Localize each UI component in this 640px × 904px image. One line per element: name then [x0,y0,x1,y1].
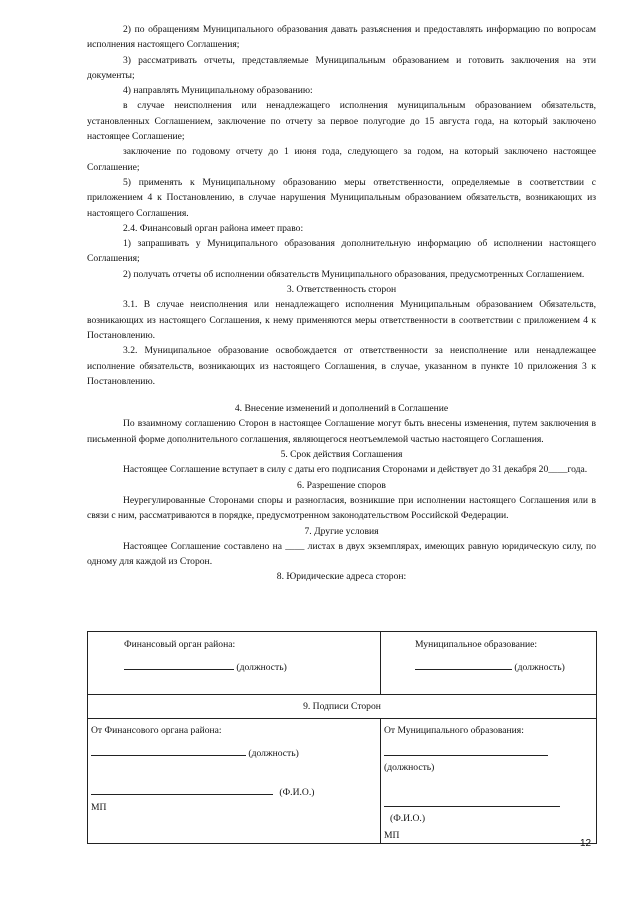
section-4-title: 4. Внесение изменений и дополнений в Соглашение [234,403,449,415]
paragraph: 2) получать отчеты об исполнении обязательств Муниципального образования, предусмотренных Соглашением. [123,268,585,280]
sign-right-position: (должность) [384,762,435,773]
section-6-title: 6. Разрешение споров [297,479,386,491]
signatures-title-cell [88,695,597,719]
paragraph: 2.4. Финансовый орган района имеет право: [123,222,304,234]
section-6-paragraph: Неурегулированные Сторонами споры и разногласия, возникшие при исполнении настоящего Соглашения или в связи с ним, рассматриваются в порядке, предусмотренном законодательством Российской Федерации. [87,494,596,522]
addr-left-line [124,658,234,670]
section-3-paragraph: 3.2. Муниципальное образование освобождается от ответственности за неисполнение или ненадлежащее исполнение обязательств, возникающих из настоящего Соглашения, в случае, указанном в пункте 10 приложения 3 к Постановлению. [87,345,596,387]
section-4-paragraph: По взаимному соглашению Сторон в настоящее Соглашение могут быть внесены изменения, путем заключения в письменной форме дополнительного соглашения, являющегося неотъемлемой частью настоящего Соглашения. [87,418,596,445]
section-5-title: 5. Срок действия Соглашения [280,449,403,461]
paragraph: 2) по обращениям Муниципального образования давать разъяснения и предоставлять информацию по вопросам исполнения настоящего Соглашения; [87,24,596,51]
addr-right-line [415,658,512,670]
section-3-title: 3. Ответственность сторон [286,284,397,296]
sign-left-cell [88,719,381,844]
paragraph: 3) рассматривать отчеты, представляемые Муниципальным образованием и готовить заключения на эти документы; [87,54,596,81]
sign-left-title: От Финансового органа района: [91,725,222,736]
addr-right-position: (должность) [514,662,565,673]
section-7-title: 7. Другие условия [304,525,379,537]
section-3-paragraph: 3.1. В случае неисполнения или ненадлежащего исполнения Муниципальным образованием Обязательств, возникающих из настоящего Соглашения, к нему применяются меры ответственности в соответствии с приложением 4 к Постановлению. [87,299,596,341]
addr-left-cell [88,632,381,695]
section-8-title: 8. Юридические адреса сторон: [276,571,407,583]
addr-left-title: Финансовый орган района: [124,639,236,650]
sign-right-seal: МП [384,830,400,841]
paragraph: в случае неисполнения или ненадлежащего исполнения муниципальным образованием обязательств, установленных Соглашением, заключение по отчету за первое полугодие до 15 августа года, на который заключено настоящее Соглашение; [87,100,596,143]
sign-right-position-line [384,744,548,756]
section-9-title: 9. Подписи Сторон [303,700,381,712]
addresses-signatures-table [87,631,597,844]
paragraph: 4) направлять Муниципальному образованию: [123,85,313,97]
sign-right-fio: (Ф.И.О.) [390,813,426,824]
addr-left-position: (должность) [236,662,287,673]
paragraph: заключение по годовому отчету до 1 июня года, следующего за годом, на который заключено настоящее Соглашение; [87,146,596,173]
sign-left-fio-line [91,783,273,795]
paragraph: 1) запрашивать у Муниципального образования дополнительную информацию об исполнении настоящего Соглашения; [87,238,596,265]
section-7-paragraph: Настоящее Соглашение составлено на ____ листах в двух экземплярах, имеющих равную юридическую силу, по одному для каждой из Сторон. [87,540,596,568]
sign-left-position: (должность) [248,748,299,759]
sign-left-position-line [91,744,246,756]
sign-right-title: От Муниципального образования: [384,725,524,736]
paragraph: 5) применять к Муниципальному образованию меры ответственности, определяемые в соответствии с приложением 4 к Постановлению, в случае нарушения Муниципальным образованием обязательств, возникающих из настоящего Соглашения. [87,176,596,219]
addr-right-title: Муниципальное образование: [415,639,538,650]
sign-right-fio-line [384,795,560,807]
document-body [87,22,596,585]
sign-right-cell [381,719,597,844]
sign-left-seal: МП [91,802,107,813]
sign-left-fio: (Ф.И.О.) [279,787,315,798]
addr-right-cell [381,632,597,695]
section-5-paragraph: Настоящее Соглашение вступает в силу с даты его подписания Сторонами и действует до 31 декабря 20____года. [123,464,588,476]
page-number: 12 [580,838,592,849]
